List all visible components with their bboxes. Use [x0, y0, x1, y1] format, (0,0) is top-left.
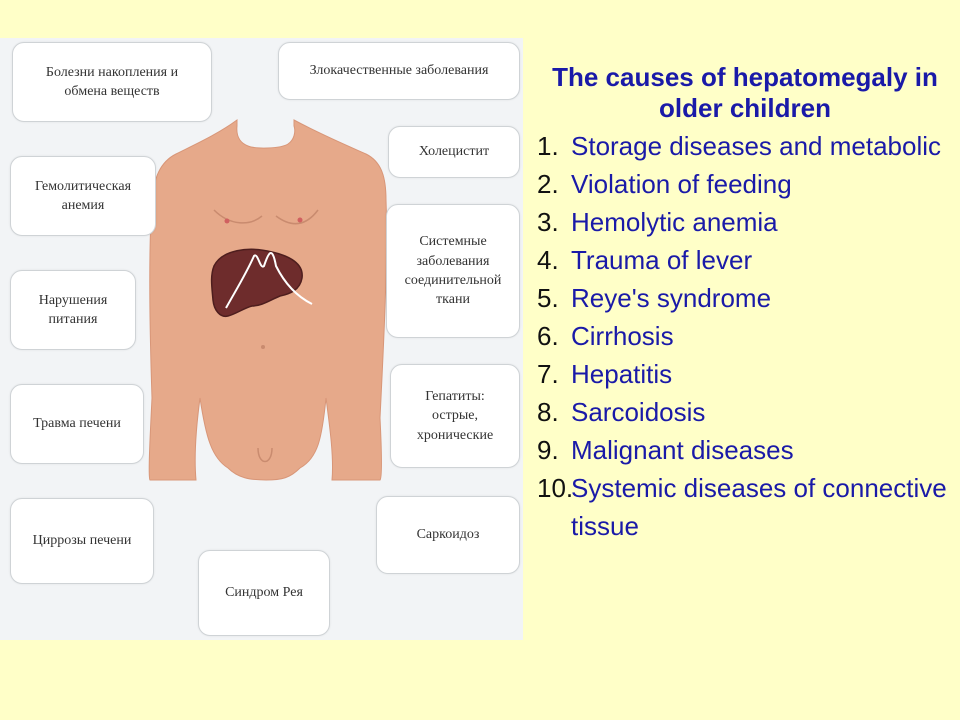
nipple-right [298, 218, 303, 223]
list-number: 3. [537, 207, 559, 238]
list-text: Systemic diseases of connective tissue [571, 472, 947, 541]
panel-title: The causes of hepatomegaly in older children [552, 62, 938, 124]
label-malignant-diseases: Злокачественные заболевания [278, 42, 520, 100]
list-number: 2. [537, 169, 559, 200]
list-item [530, 318, 950, 356]
list-text: Cirrhosis [571, 321, 674, 352]
label-liver-trauma: Травма печени [10, 384, 144, 464]
list-text: Hemolytic anemia [571, 207, 778, 238]
hepatomegaly-figure [0, 38, 523, 640]
nipple-left [225, 219, 230, 224]
list-number: 1. [537, 131, 559, 162]
label-cholecystitis: Холецистит [388, 126, 520, 178]
list-number: 7. [537, 359, 559, 390]
list-text: Trauma of lever [571, 245, 753, 276]
label-systemic-diseases: Системные заболевания соединительной ткани [386, 204, 520, 338]
list-text: Sarcoidosis [571, 397, 706, 428]
list-item [530, 128, 950, 166]
list-item [530, 242, 950, 280]
list-number: 9. [537, 435, 559, 465]
list-number: 8. [537, 397, 559, 428]
label-cirrhosis: Циррозы печени [10, 498, 154, 584]
label-hepatitis: Гепатиты: острые, хронические [390, 364, 520, 468]
label-hemolytic-anemia: Гемолитическая анемия [10, 156, 156, 236]
list-text: Reye's syndrome [571, 283, 772, 314]
list-number: 10. [537, 472, 574, 503]
list-item [530, 432, 950, 470]
list-text: Malignant diseases [571, 435, 794, 465]
list-text: Violation of feeding [571, 169, 792, 200]
navel [261, 345, 265, 349]
label-nutrition-disorders: Нарушения питания [10, 270, 136, 350]
label-reye-syndrome: Синдром Рея [198, 550, 330, 636]
list-item [530, 470, 950, 546]
list-item [530, 166, 950, 204]
list-item [530, 356, 950, 394]
list-item [530, 204, 950, 242]
list-number: 4. [537, 245, 559, 276]
label-storage-diseases: Болезни накопления и обмена веществ [12, 42, 212, 122]
list-item [530, 394, 950, 432]
list-number: 5. [537, 283, 559, 314]
label-sarcoidosis: Саркоидоз [376, 496, 520, 574]
list-number: 6. [537, 321, 559, 352]
list-item [530, 280, 950, 318]
causes-panel [530, 62, 950, 546]
causes-list [530, 128, 950, 545]
list-text: Hepatitis [571, 359, 673, 390]
list-text: Storage diseases and metabolic [571, 131, 942, 162]
